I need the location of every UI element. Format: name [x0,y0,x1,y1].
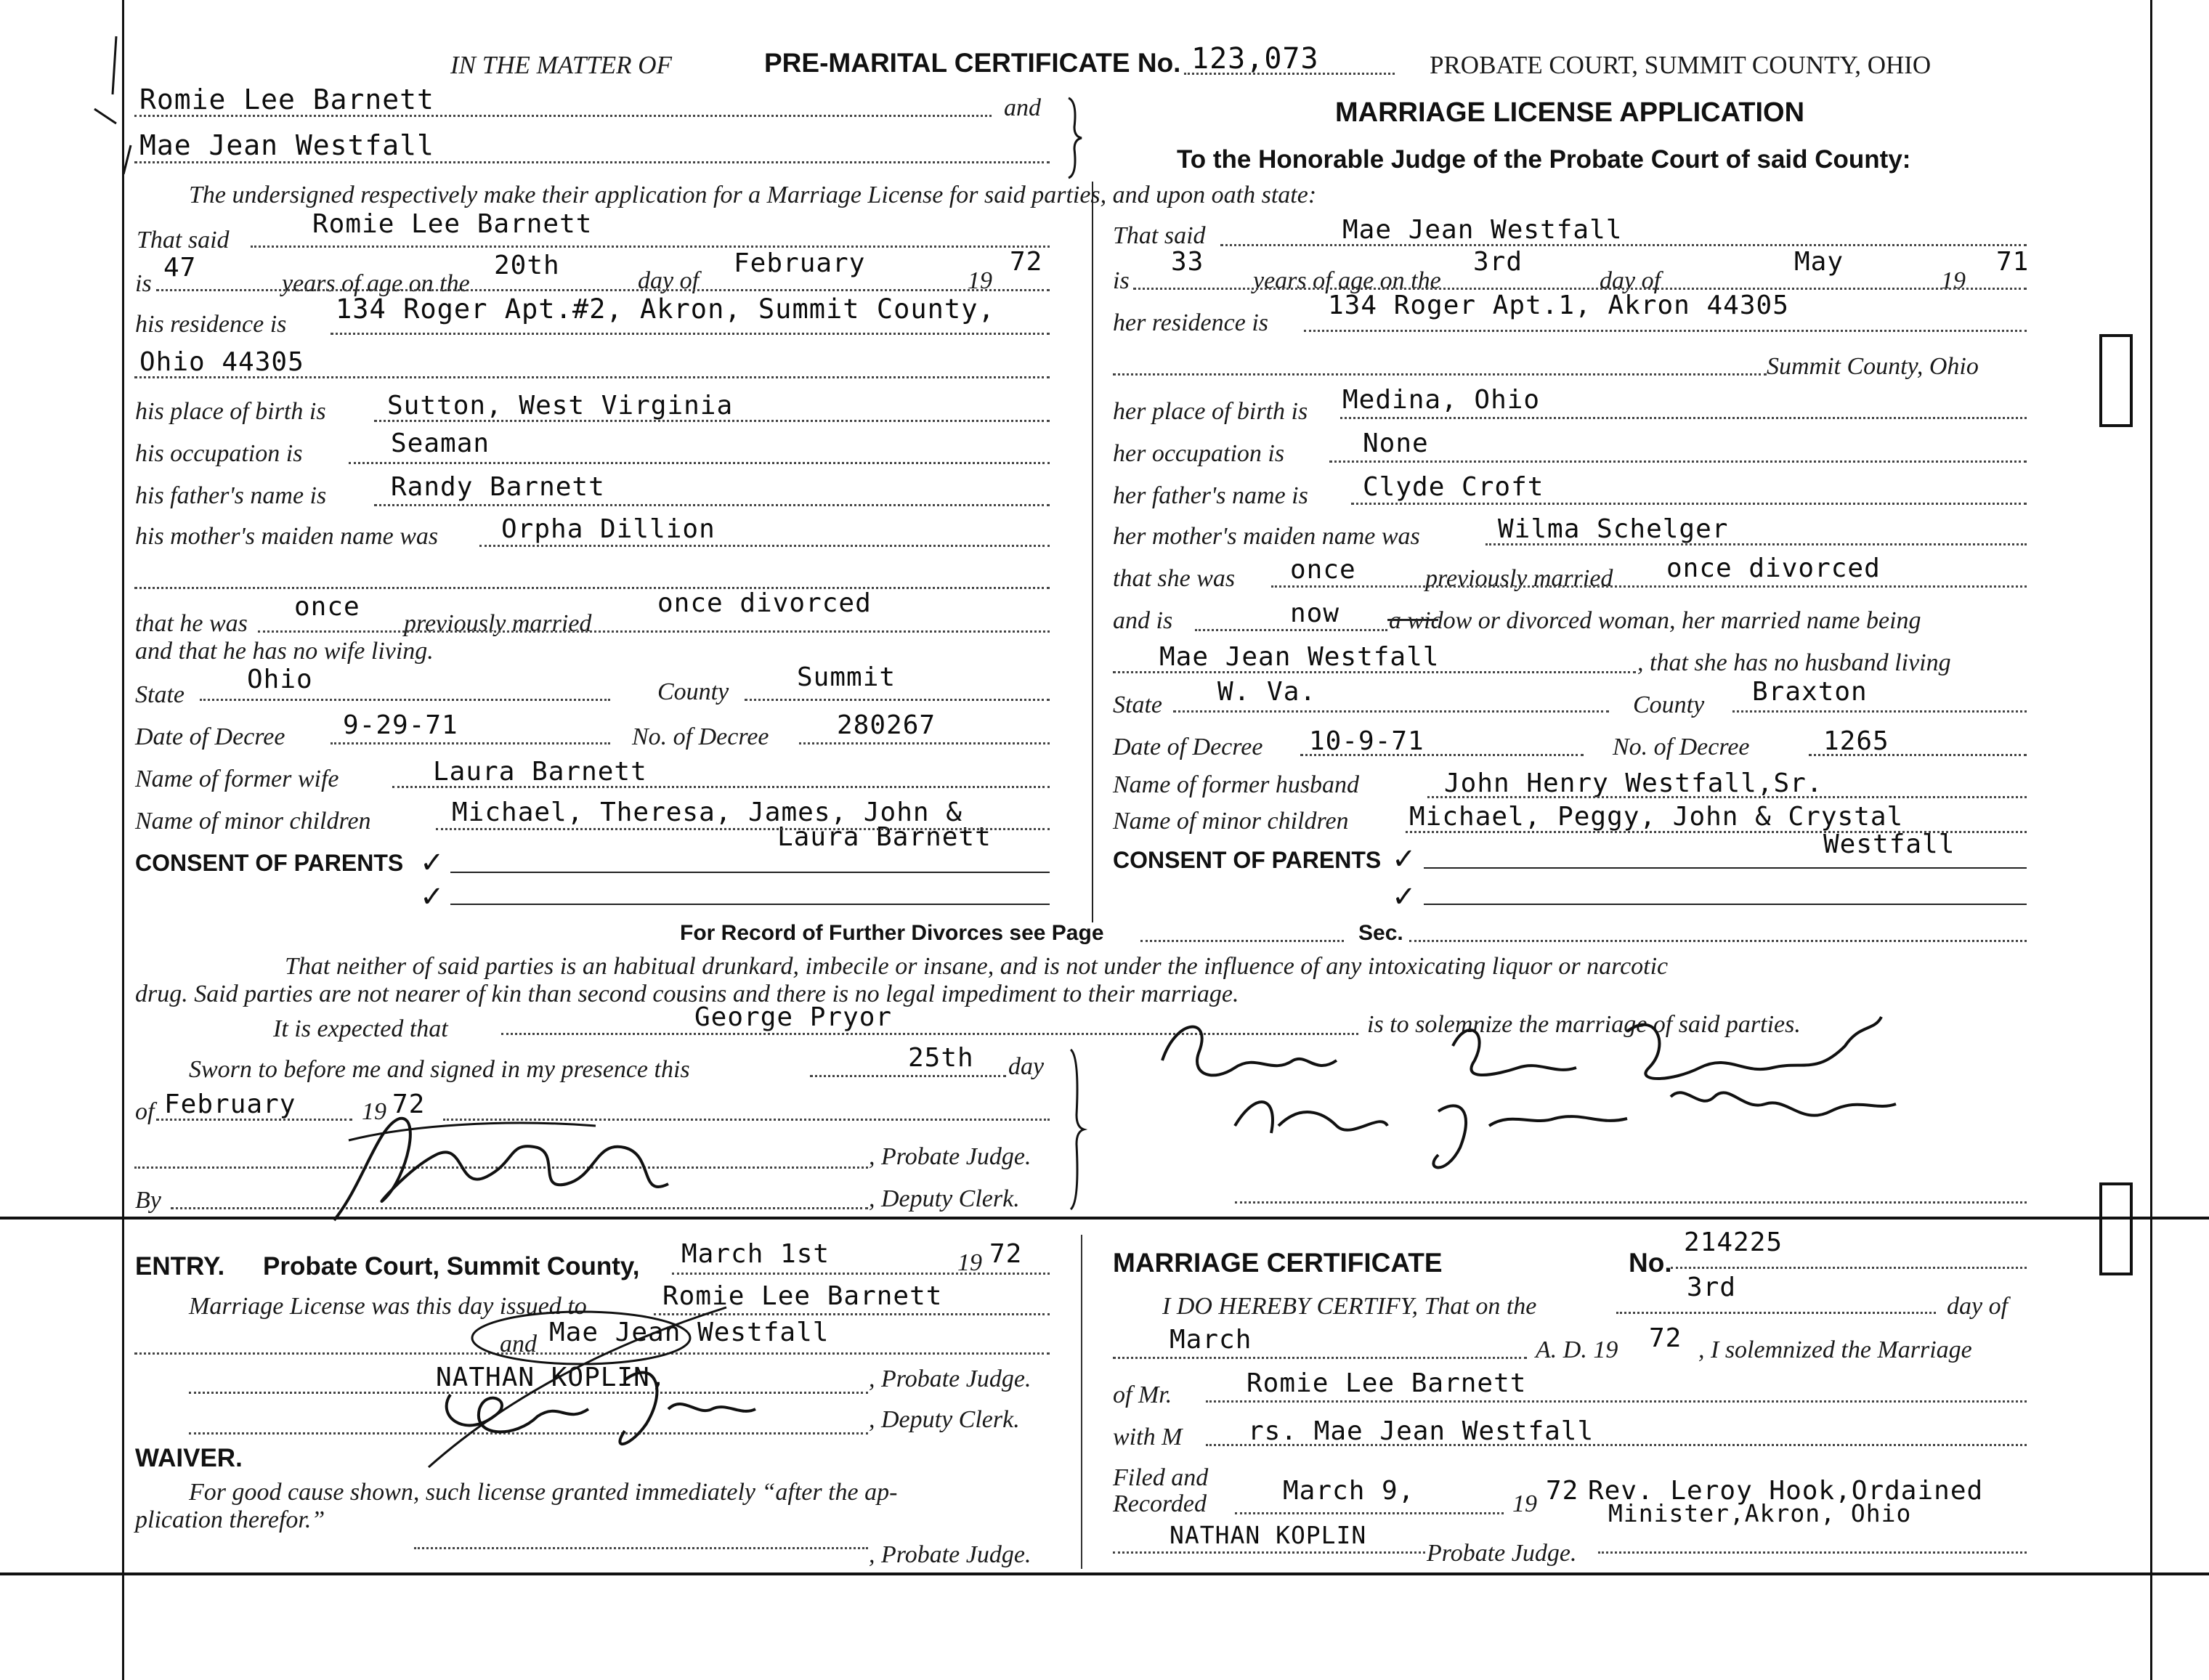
groom-marital-status: once divorced [657,588,872,618]
certificate-month: March [1170,1325,1252,1355]
bride-decree-no: 1265 [1823,726,1889,756]
premarital-label: PRE-MARITAL CERTIFICATE No. [764,48,1181,78]
application-title: MARRIAGE LICENSE APPLICATION [1335,97,1805,128]
certificate-ad-label: A. D. 19 [1536,1336,1618,1363]
oath-line-2: drug. Said parties are not nearer of kin than second cousins and there is no legal impediment to their marriage. [135,981,1239,1007]
bride-previously-label: previously married [1425,565,1613,592]
groom-minor-children-label: Name of minor children [135,808,371,835]
bride-mother: Wilma Schelger [1498,514,1729,544]
bride-decree-date: 10-9-71 [1309,726,1424,756]
certificate-title: MARRIAGE CERTIFICATE [1113,1248,1443,1278]
brace [1064,94,1086,182]
groom-that-said-label: That said [137,227,230,253]
bride-consent-label: CONSENT OF PARENTS [1113,847,1382,873]
groom-age: 47 [163,253,197,283]
groom-residence-1: 134 Roger Apt.#2, Akron, Summit County, [336,293,995,325]
widow-strikeout [1387,619,1438,621]
bride-father-label: her father's name is [1113,482,1308,509]
filed-date: March 9, [1283,1476,1415,1506]
groom-birth-month: February [734,248,866,278]
groom-year-prefix: 19 [968,267,992,294]
bride-former-spouse-label: Name of former husband [1113,771,1360,798]
groom-decree-no: 280267 [837,710,936,740]
groom-that-he-was-label: that he was [135,610,248,637]
entry-deputy-clerk-label: , Deputy Clerk. [869,1406,1020,1433]
certificate-judge: NATHAN KOPLIN [1170,1521,1367,1549]
bride-father: Clyde Croft [1363,472,1544,502]
groom-minor-children-1: Michael, Theresa, James, John & [452,798,962,827]
waiver-probate-judge-label: , Probate Judge. [869,1541,1031,1568]
bride-is-label: is [1113,267,1130,294]
bride-consent-check-1: ✓ [1392,843,1416,876]
bride-widow-label: a widow or divorced woman, her married name being [1389,607,1921,634]
waiver-line-1: For good cause shown, such license granted immediately “after the ap- [189,1479,898,1506]
groom-residence-label: his residence is [135,311,287,338]
lower-divider [1081,1235,1082,1569]
sworn-year-prefix: 19 [362,1098,386,1125]
bride-decree-date-label: Date of Decree [1113,734,1263,760]
bride-day-of-label: day of [1600,267,1661,294]
sec-label: Sec. [1358,921,1403,945]
party1-name: Romie Lee Barnett [139,84,434,115]
entry-year-prefix: 19 [957,1249,982,1276]
entry-court-label: Probate Court, Summit County, [263,1252,640,1281]
groom-birth-day: 20th [494,251,560,280]
binder-mark-bottom [2099,1182,2133,1275]
bride-minor-children-1: Michael, Peggy, John & Crystal [1409,802,1904,832]
groom-occupation-label: his occupation is [135,440,303,467]
officiant-line-2: Minister,Akron, Ohio [1608,1499,1912,1527]
sworn-brace [1066,1046,1088,1213]
bride-no-husband-label: , that she has no husband living [1637,649,1951,676]
of-mr-label: of Mr. [1113,1381,1172,1408]
certify-label: I DO HEREBY CERTIFY, That on the [1162,1293,1537,1320]
applicant-signatures [1148,1002,1961,1184]
waiver-line-2: plication therefor.” [135,1506,325,1533]
groom-name: Romie Lee Barnett [312,209,593,239]
groom-county: Summit [797,662,896,692]
groom-state-label: State [135,681,185,708]
certificate-number-2: 214225 [1684,1227,1783,1257]
entry-party1: Romie Lee Barnett [662,1281,943,1311]
bride-year-prefix: 19 [1941,267,1966,294]
of-label: of [135,1098,155,1125]
groom-previously-label: previously married [404,610,592,637]
groom-residence-2: Ohio 44305 [139,347,304,377]
bride-that-said-label: That said [1113,222,1206,249]
judge-signature [320,1097,697,1235]
recorded-label: Recorded [1113,1490,1207,1517]
groom-consent-check-2: ✓ [420,880,445,914]
bride-birthplace-label: her place of birth is [1113,398,1308,425]
addressed-to: To the Honorable Judge of the Probate Court of said County: [1177,145,1911,174]
groom-minor-children-2: Laura Barnett [777,822,992,852]
by-label: By [135,1187,161,1214]
bride-state: W. Va. [1217,677,1317,707]
bride-consent-check-2: ✓ [1392,880,1416,914]
entry-probate-judge-label: , Probate Judge. [869,1365,1031,1392]
officiant-name: George Pryor [694,1002,893,1032]
groom-mother: Orpha Dillion [501,514,716,544]
bride-occupation: None [1363,429,1429,458]
center-divider [1092,182,1093,922]
groom-state: Ohio [247,665,313,694]
groom-father: Randy Barnett [391,472,605,502]
bride-birth-month: May [1794,247,1844,277]
sworn-year: 72 [392,1089,426,1119]
bride-birth-year: 71 [1996,247,2030,277]
bride-county: Braxton [1752,677,1868,707]
bride-and-is-label: and is [1113,607,1173,634]
bride-state-label: State [1113,691,1162,718]
with-m-label: with M [1113,1424,1183,1450]
court-name: PROBATE COURT, SUMMIT COUNTY, OHIO [1430,51,1932,79]
bride-residence-1: 134 Roger Apt.1, Akron 44305 [1328,291,1789,320]
certificate-bride: rs. Mae Jean Westfall [1248,1416,1594,1446]
bride-minor-children-2: Westfall [1823,829,1955,859]
bride-residence-label: her residence is [1113,309,1269,336]
sworn-month: February [164,1089,296,1119]
entry-party2: Mae Jean Westfall [549,1318,830,1347]
bride-residence-suffix: Summit County, Ohio [1767,353,1979,380]
bride-marital-status: once divorced [1666,553,1881,583]
entry-date: March 1st [681,1239,830,1269]
certificate-groom: Romie Lee Barnett [1247,1368,1527,1398]
certificate-number: 123,073 [1191,42,1319,76]
in-the-matter-label: IN THE MATTER OF [450,51,672,79]
bride-county-label: County [1633,691,1705,718]
issued-label: Marriage License was this day issued to [189,1293,587,1320]
groom-decree-no-label: No. of Decree [632,723,769,750]
solemnized-label: , I solemnized the Marriage [1698,1336,1972,1363]
groom-consent-label: CONSENT OF PARENTS [135,850,404,876]
bride-minor-children-label: Name of minor children [1113,808,1349,835]
groom-father-label: his father's name is [135,482,327,509]
certificate-day: 3rd [1687,1273,1737,1302]
and-label: and [1004,94,1041,121]
entry-judge: NATHAN KOPLIN, [436,1363,667,1392]
bride-occupation-label: her occupation is [1113,440,1285,467]
groom-birthplace-label: his place of birth is [135,398,326,425]
filed-year-prefix: 19 [1512,1490,1537,1517]
expected-label: It is expected that [273,1015,448,1042]
filed-year: 72 [1546,1476,1579,1506]
bride-birthplace: Medina, Ohio [1342,385,1541,415]
left-border [122,0,124,1680]
bottom-divider [0,1573,2209,1575]
groom-county-label: County [657,678,729,705]
bride-mother-label: her mother's maiden name was [1113,523,1420,550]
solemnize-label: is to solemnize the marriage of said parties. [1367,1011,1801,1038]
bride-that-she-was-label: that she was [1113,565,1236,592]
entry-year: 72 [989,1239,1023,1269]
bride-married-name: Mae Jean Westfall [1159,642,1440,672]
filed-label: Filed and [1113,1464,1209,1491]
bride-years-label: years of age on the [1253,267,1441,294]
preamble: The undersigned respectively make their application for a Marriage License for said parties, and upon oath state: [189,182,1317,208]
groom-mother-label: his mother's maiden name was [135,523,439,550]
binder-mark-top [2099,334,2133,427]
groom-times-married: once [294,592,360,622]
entry-and-label: and [500,1331,537,1358]
groom-decree-date-label: Date of Decree [135,723,285,750]
bride-name: Mae Jean Westfall [1342,215,1623,245]
waiver-label: WAIVER. [135,1444,243,1472]
record-further-label: For Record of Further Divorces see Page [680,921,1104,945]
right-border [2150,0,2152,1680]
officiant-line-1: Rev. Leroy Hook,Ordained [1588,1476,1984,1506]
certificate-day-of-label: day of [1947,1293,2009,1320]
bride-decree-no-label: No. of Decree [1613,734,1750,760]
groom-birth-year: 72 [1010,247,1043,277]
sworn-label: Sworn to before me and signed in my presence this [189,1056,690,1083]
bride-birth-day: 3rd [1473,247,1523,277]
certificate-year: 72 [1649,1323,1682,1353]
day-label: day [1008,1053,1045,1080]
certificate-no-label: No. [1629,1248,1672,1278]
entry-label: ENTRY. [135,1252,225,1281]
party2-name: Mae Jean Westfall [139,129,434,161]
bride-age: 33 [1171,247,1204,277]
sworn-deputy-clerk-label: , Deputy Clerk. [869,1185,1020,1212]
check-marks [80,29,145,174]
sworn-day: 25th [908,1043,974,1073]
bride-times-married: once [1290,555,1356,585]
groom-occupation: Seaman [391,429,490,458]
certificate-probate-judge-label: Probate Judge. [1427,1540,1577,1567]
bride-former-spouse: John Henry Westfall,Sr. [1444,768,1823,798]
groom-day-of-label: day of [638,267,700,294]
groom-consent-check-1: ✓ [420,846,445,880]
groom-former-spouse-label: Name of former wife [135,766,339,792]
sworn-probate-judge-label: , Probate Judge. [869,1143,1031,1170]
oath-line-1: That neither of said parties is an habitual drunkard, imbecile or insane, and is not under the influence of any intoxicating liquor or narcotic [285,953,1669,980]
groom-is-label: is [135,270,152,297]
groom-years-label: years of age on the [282,270,470,297]
groom-former-spouse: Laura Barnett [433,757,647,787]
groom-no-wife-label: and that he has no wife living. [135,638,434,665]
groom-birthplace: Sutton, West Virginia [387,391,734,421]
deputy-signature [407,1300,814,1489]
bride-now: now [1290,598,1340,628]
groom-decree-date: 9-29-71 [343,710,458,740]
